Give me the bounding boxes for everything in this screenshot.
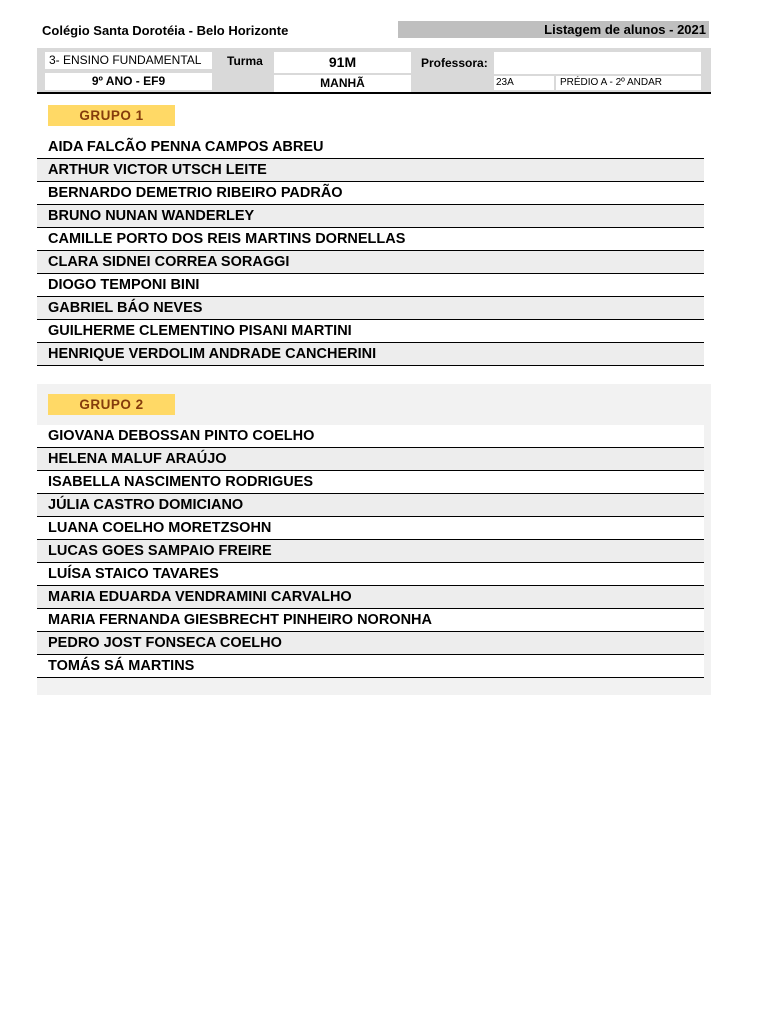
room-value: 23A [494,76,554,90]
group-1 [37,100,711,368]
list-item: LUCAS GOES SAMPAIO FREIRE [37,540,704,563]
list-item: CLARA SIDNEI CORREA SORAGGI [37,251,704,274]
group-2 [37,384,711,695]
list-item: GABRIEL BÁO NEVES [37,297,704,320]
list-item: CAMILLE PORTO DOS REIS MARTINS DORNELLAS [37,228,704,251]
list-item: JÚLIA CASTRO DOMICIANO [37,494,704,517]
list-item: HENRIQUE VERDOLIM ANDRADE CANCHERINI [37,343,704,366]
list-item: BERNARDO DEMETRIO RIBEIRO PADRÃO [37,182,704,205]
building-value: PRÉDIO A - 2º ANDAR [556,76,701,90]
teacher-label: Professora: [421,56,488,70]
list-item: AIDA FALCÃO PENNA CAMPOS ABREU [37,136,704,159]
year-cell: 9º ANO - EF9 [45,73,212,90]
list-item: BRUNO NUNAN WANDERLEY [37,205,704,228]
school-name: Colégio Santa Dorotéia - Belo Horizonte [42,23,289,38]
list-item: GIOVANA DEBOSSAN PINTO COELHO [37,425,704,448]
list-item: ARTHUR VICTOR UTSCH LEITE [37,159,704,182]
list-item: MARIA FERNANDA GIESBRECHT PINHEIRO NORONHA [37,609,704,632]
list-item: MARIA EDUARDA VENDRAMINI CARVALHO [37,586,704,609]
turma-value: 91M [274,52,411,73]
level-cell: 3- ENSINO FUNDAMENTAL [45,52,212,69]
shift-value: MANHÃ [274,75,411,92]
list-item: LUANA COELHO MORETZSOHN [37,517,704,540]
teacher-value [494,52,701,74]
list-item: ISABELLA NASCIMENTO RODRIGUES [37,471,704,494]
list-item: HELENA MALUF ARAÚJO [37,448,704,471]
list-item: LUÍSA STAICO TAVARES [37,563,704,586]
list-item: PEDRO JOST FONSECA COELHO [37,632,704,655]
group-title: GRUPO 1 [48,105,175,126]
list-item: TOMÁS SÁ MARTINS [37,655,704,678]
list-item: GUILHERME CLEMENTINO PISANI MARTINI [37,320,704,343]
group-title: GRUPO 2 [48,394,175,415]
list-item: DIOGO TEMPONI BINI [37,274,704,297]
turma-label: Turma [227,54,263,68]
class-info-header [37,48,711,94]
listing-title: Listagem de alunos - 2021 [398,21,709,38]
